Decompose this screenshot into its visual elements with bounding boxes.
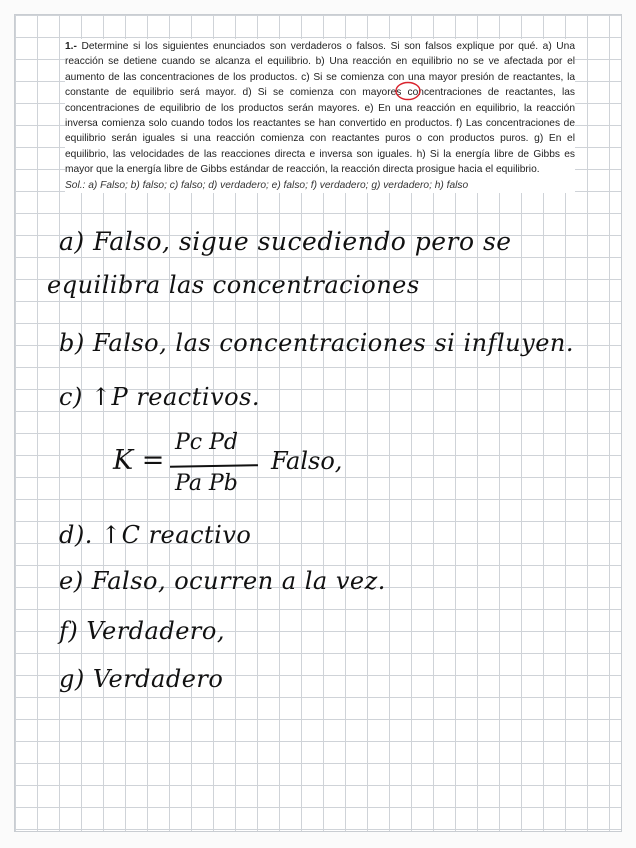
- question-statement: Determine si los siguientes enunciados son verdaderos o falsos. Si son falsos explique por qué. a) Una reacción se detiene cuando se alcanza el equilibrio. b) Una reacción en equilibrio no se ve afectada por el aumento de las concentraciones de los productos. c) Si se comienza con una mayor presión de reactantes, la constante de equilibrio será mayor. d) Si se comienza con mayores concentraciones de reactantes, las concentraciones de equilibrio de los productos serán mayores. e) En una reacción en equilibrio, la reacción inversa comienza solo cuando todos los reactantes se han convertido en productos. f) Las concentraciones de equilibrio serán iguales si una reacción comienza con reactantes puros o con productos puros. g) En el equilibrio, las velocidades de las reacciones directa e inversa son iguales. h) Si la energía libre de Gibbs es mayor que la energía libre de Gibbs estándar de reacción, la reacción directa prosigue hacia el equilibrio.: [65, 41, 575, 176]
- k-denominator: Pa Pb: [175, 471, 238, 496]
- k-lhs: K =: [113, 445, 165, 476]
- k-numerator: Pc Pd: [175, 430, 239, 455]
- answer-c: c) ↑P reactivos.: [59, 383, 261, 411]
- answer-g: g) Verdadero: [59, 665, 224, 693]
- answer-a-line2: equilibra las concentraciones: [47, 271, 420, 299]
- answer-e: e) Falso, ocurren a la vez.: [59, 567, 386, 595]
- answer-a-line1: a) Falso, sigue sucediendo pero se: [59, 227, 512, 256]
- k-verdict: Falso,: [271, 447, 343, 475]
- printed-question: [65, 39, 575, 193]
- answer-b: b) Falso, las concentraciones si influyen.: [59, 329, 574, 357]
- answer-f: f) Verdadero,: [59, 617, 225, 645]
- solution-line: Sol.: a) Falso; b) falso; c) falso; d) verdadero; e) falso; f) verdadero; g) verdadero; h) falso: [65, 179, 469, 191]
- answer-d: d). ↑C reactivo: [59, 521, 252, 549]
- red-circle-ellipse: [396, 83, 420, 100]
- fraction-bar: [170, 464, 258, 468]
- grid-paper-page: [14, 14, 622, 832]
- question-number: 1.-: [65, 41, 77, 52]
- red-circle-mark: [393, 80, 423, 102]
